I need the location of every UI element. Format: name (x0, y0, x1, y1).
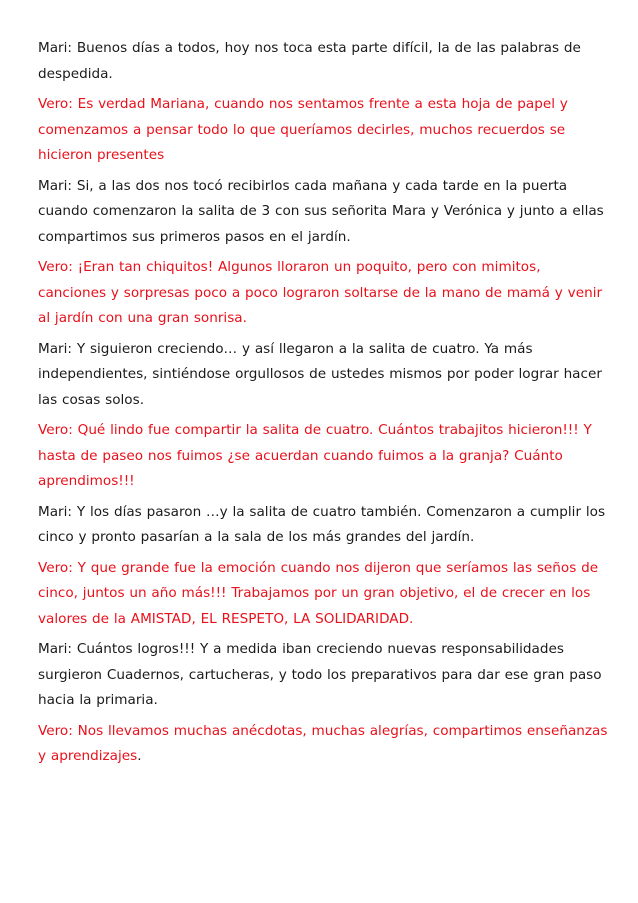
paragraph-mari-5: Mari: Cuántos logros!!! Y a medida iban creciendo nuevas responsabilidades surgieron Cuadernos, cartucheras, y todo los preparativos para dar ese gran paso hacia la primaria. (38, 641, 602, 708)
paragraph-vero-4: Vero: Y que grande fue la emoción cuando nos dijeron que seríamos las seños de cinco, juntos un año más!!! Trabajamos por un gran objetivo, el de crecer en los valores de la AMISTAD, EL RESPETO, LA SOLIDARIDAD. (38, 559, 599, 627)
paragraph-vero-5-period: . (137, 748, 142, 764)
paragraph-vero-1: Vero: Es verdad Mariana, cuando nos sentamos frente a esta hoja de papel y comenzamos a pensar todo lo que queríamos decirles, muchos recuerdos se hicieron presentes (38, 96, 568, 163)
paragraph-mari-1: Mari: Buenos días a todos, hoy nos toca esta parte difícil, la de las palabras de despedida. (38, 40, 581, 82)
paragraph-vero-2: Vero: ¡Eran tan chiquitos! Algunos lloraron un poquito, pero con mimitos, canciones y sorpresas poco a poco lograron soltarse de la mano de mamá y venir al jardín con una gran sonrisa. (38, 259, 603, 326)
paragraph-mari-3: Mari: Y siguieron creciendo… y así llegaron a la salita de cuatro. Ya más independientes, sintiéndose orgullosos de ustedes mismos por poder lograr hacer las cosas solos. (38, 340, 602, 408)
paragraph-mari-2: Mari: Si, a las dos nos tocó recibirlos cada mañana y cada tarde en la puerta cuando comenzaron la salita de 3 con sus señorita Mara y Verónica y junto a ellas compartimos sus primeros pasos en el jardín. (38, 177, 604, 245)
paragraph-vero-3: Vero: Qué lindo fue compartir la salita de cuatro. Cuántos trabajitos hicieron!!! Y hasta de paseo nos fuimos ¿se acuerdan cuando fuimos a la granja? Cuánto aprendimos!!! (38, 422, 592, 489)
paragraph-vero-5 (38, 719, 610, 770)
document-page (38, 36, 610, 775)
paragraph-mari-4: Mari: Y los días pasaron …y la salita de cuatro también. Comenzaron a cumplir los cinco y pronto pasarían a la sala de los más grandes del jardín. (38, 503, 606, 545)
paragraph-vero-5-text: Vero: Nos llevamos muchas anécdotas, muchas alegrías, compartimos enseñanzas y aprendizajes (38, 722, 608, 764)
